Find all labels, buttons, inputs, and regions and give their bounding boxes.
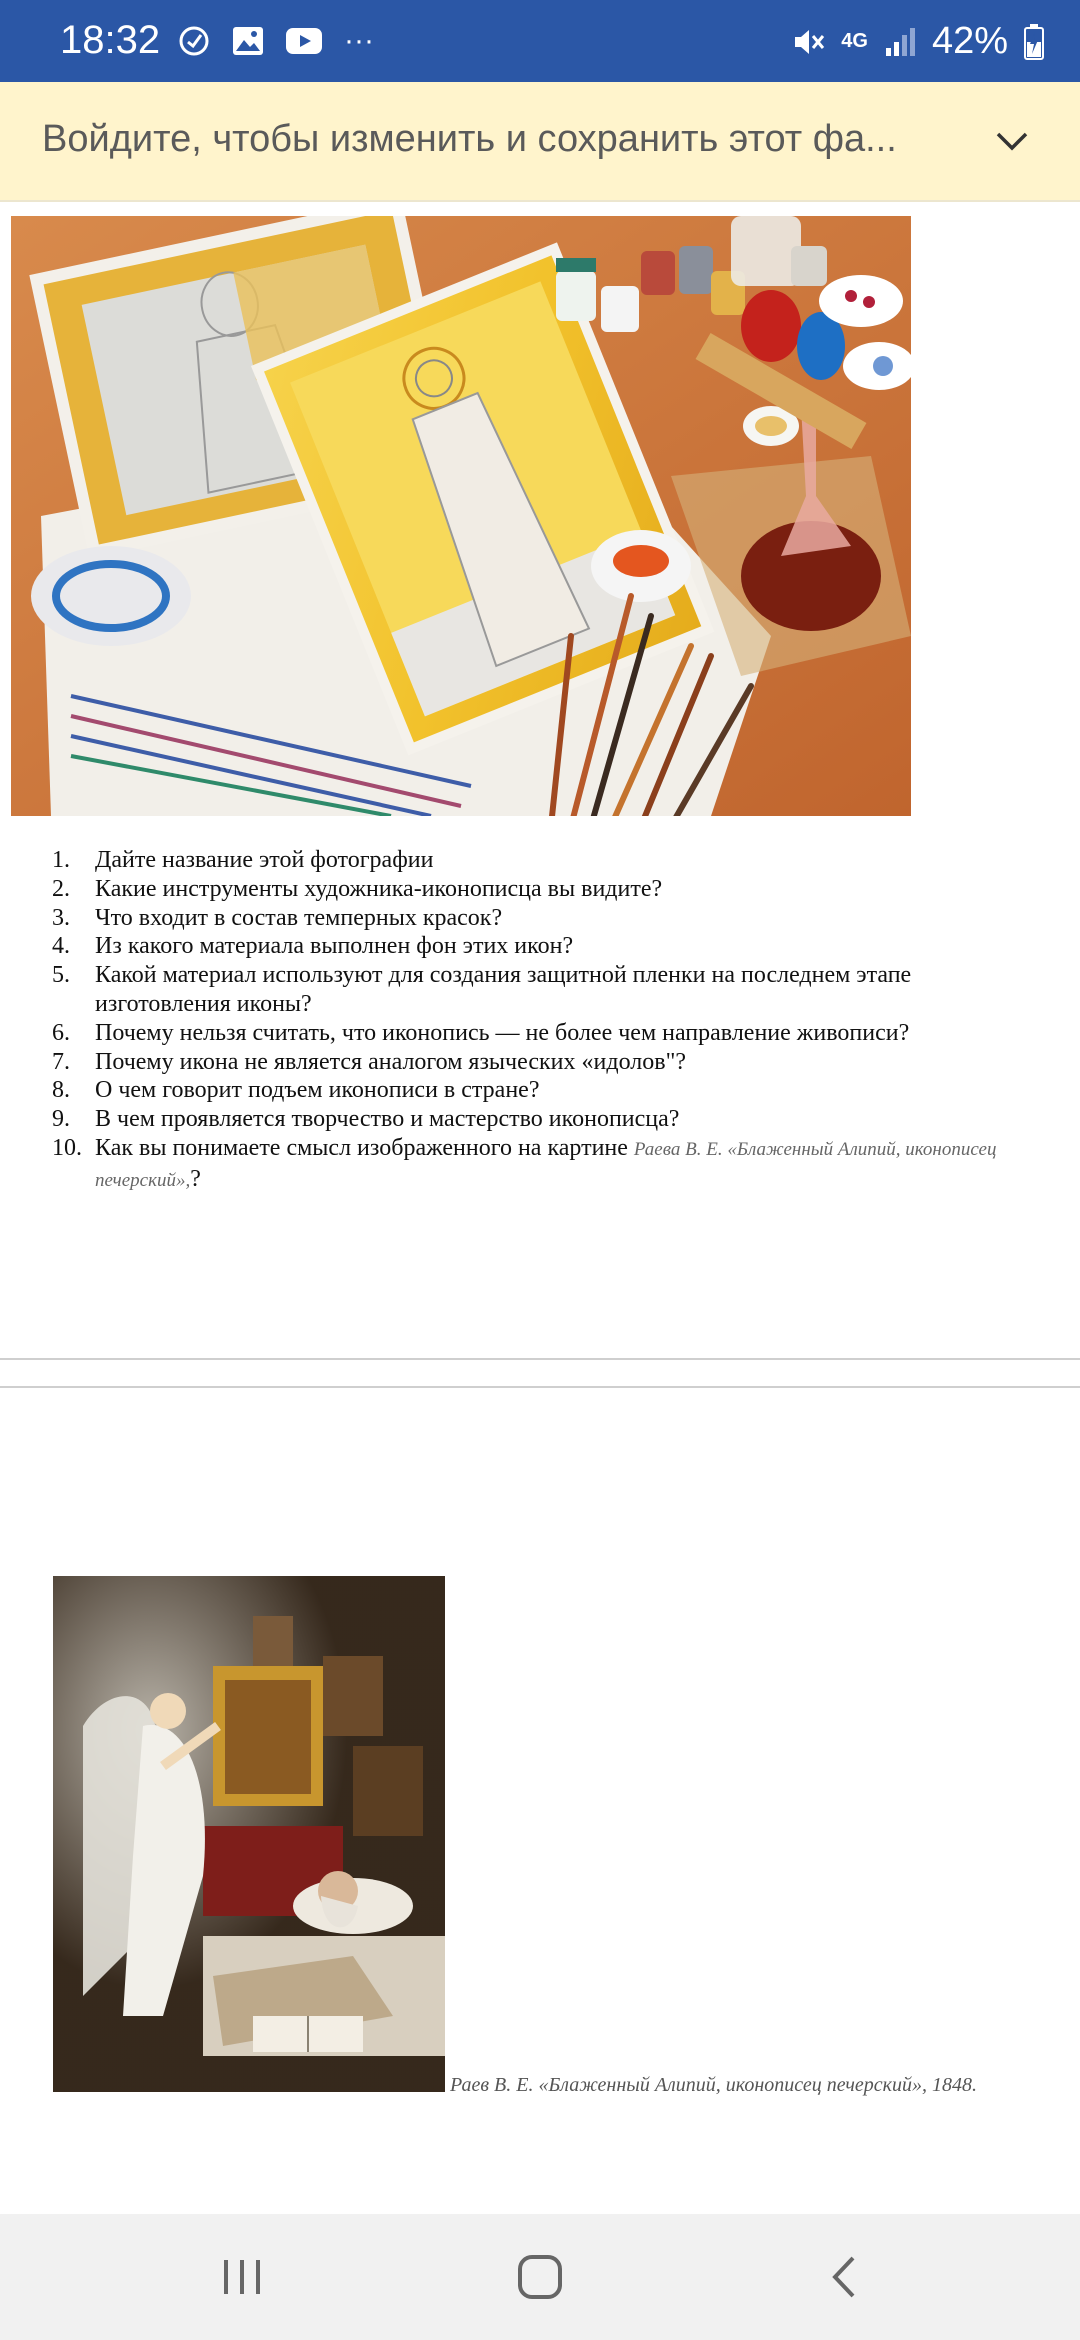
navigation-bar — [0, 2214, 1080, 2340]
list-item: 8. О чем говорит подъем иконописи в стране? — [52, 1077, 540, 1104]
more-notifications-icon: ··· — [344, 24, 374, 57]
sign-in-banner[interactable] — [0, 82, 1080, 202]
list-item: 2. Какие инструменты художника-иконописца вы видите? — [52, 875, 663, 902]
icon-workshop-photo — [11, 216, 911, 816]
list-item: 5. Какой материал используют для создания защитной пленки на последнем этапе изготовления иконы? — [52, 962, 912, 1017]
painting-reference: Раева В. Е. «Блаженный Алипий, иконописец печерский», — [95, 1138, 997, 1191]
list-item: 6. Почему нельзя считать, что иконопись — не более чем направление живописи? — [52, 1019, 910, 1046]
recent-apps-icon[interactable] — [212, 2252, 272, 2302]
status-bar — [0, 0, 1080, 82]
youtube-icon — [286, 28, 322, 54]
messenger-icon — [178, 25, 210, 57]
chevron-down-icon[interactable] — [994, 124, 1030, 160]
status-notifications — [178, 24, 374, 58]
banner-text: Войдите, чтобы изменить и сохранить этот фа... — [42, 118, 897, 160]
list-item: 1. Дайте название этой фотографии — [52, 847, 434, 873]
battery-charging-icon — [1024, 24, 1044, 60]
mute-icon — [791, 25, 825, 59]
page-divider — [0, 1358, 1080, 1360]
network-type: 4G — [841, 30, 868, 52]
back-icon[interactable] — [815, 2252, 875, 2302]
status-time: 18:32 — [60, 18, 161, 62]
gallery-icon — [232, 26, 264, 56]
home-icon[interactable] — [510, 2252, 570, 2302]
list-item: 10. Как вы понимаете смысл изображенного на картине Раева В. Е. «Блаженный Алипий, иконописец печерский»,? — [52, 1134, 997, 1192]
painting-caption: Раев В. Е. «Блаженный Алипий, иконописец печерский», 1848. — [450, 2074, 978, 2096]
status-system — [791, 20, 1044, 63]
list-item: 7. Почему икона не является аналогом языческих «идолов"? — [52, 1048, 687, 1075]
page-divider — [0, 1386, 1080, 1388]
painting-image — [53, 1576, 445, 2092]
questions-list — [0, 846, 1080, 1196]
list-item: 9. В чем проявляется творчество и мастерство иконописца? — [52, 1106, 680, 1133]
battery-percent: 42% — [931, 20, 1008, 62]
list-item: 3. Что входит в состав темперных красок? — [52, 904, 503, 931]
list-item: 4. Из какого материала выполнен фон этих икон? — [52, 933, 574, 960]
signal-icon — [884, 26, 916, 58]
